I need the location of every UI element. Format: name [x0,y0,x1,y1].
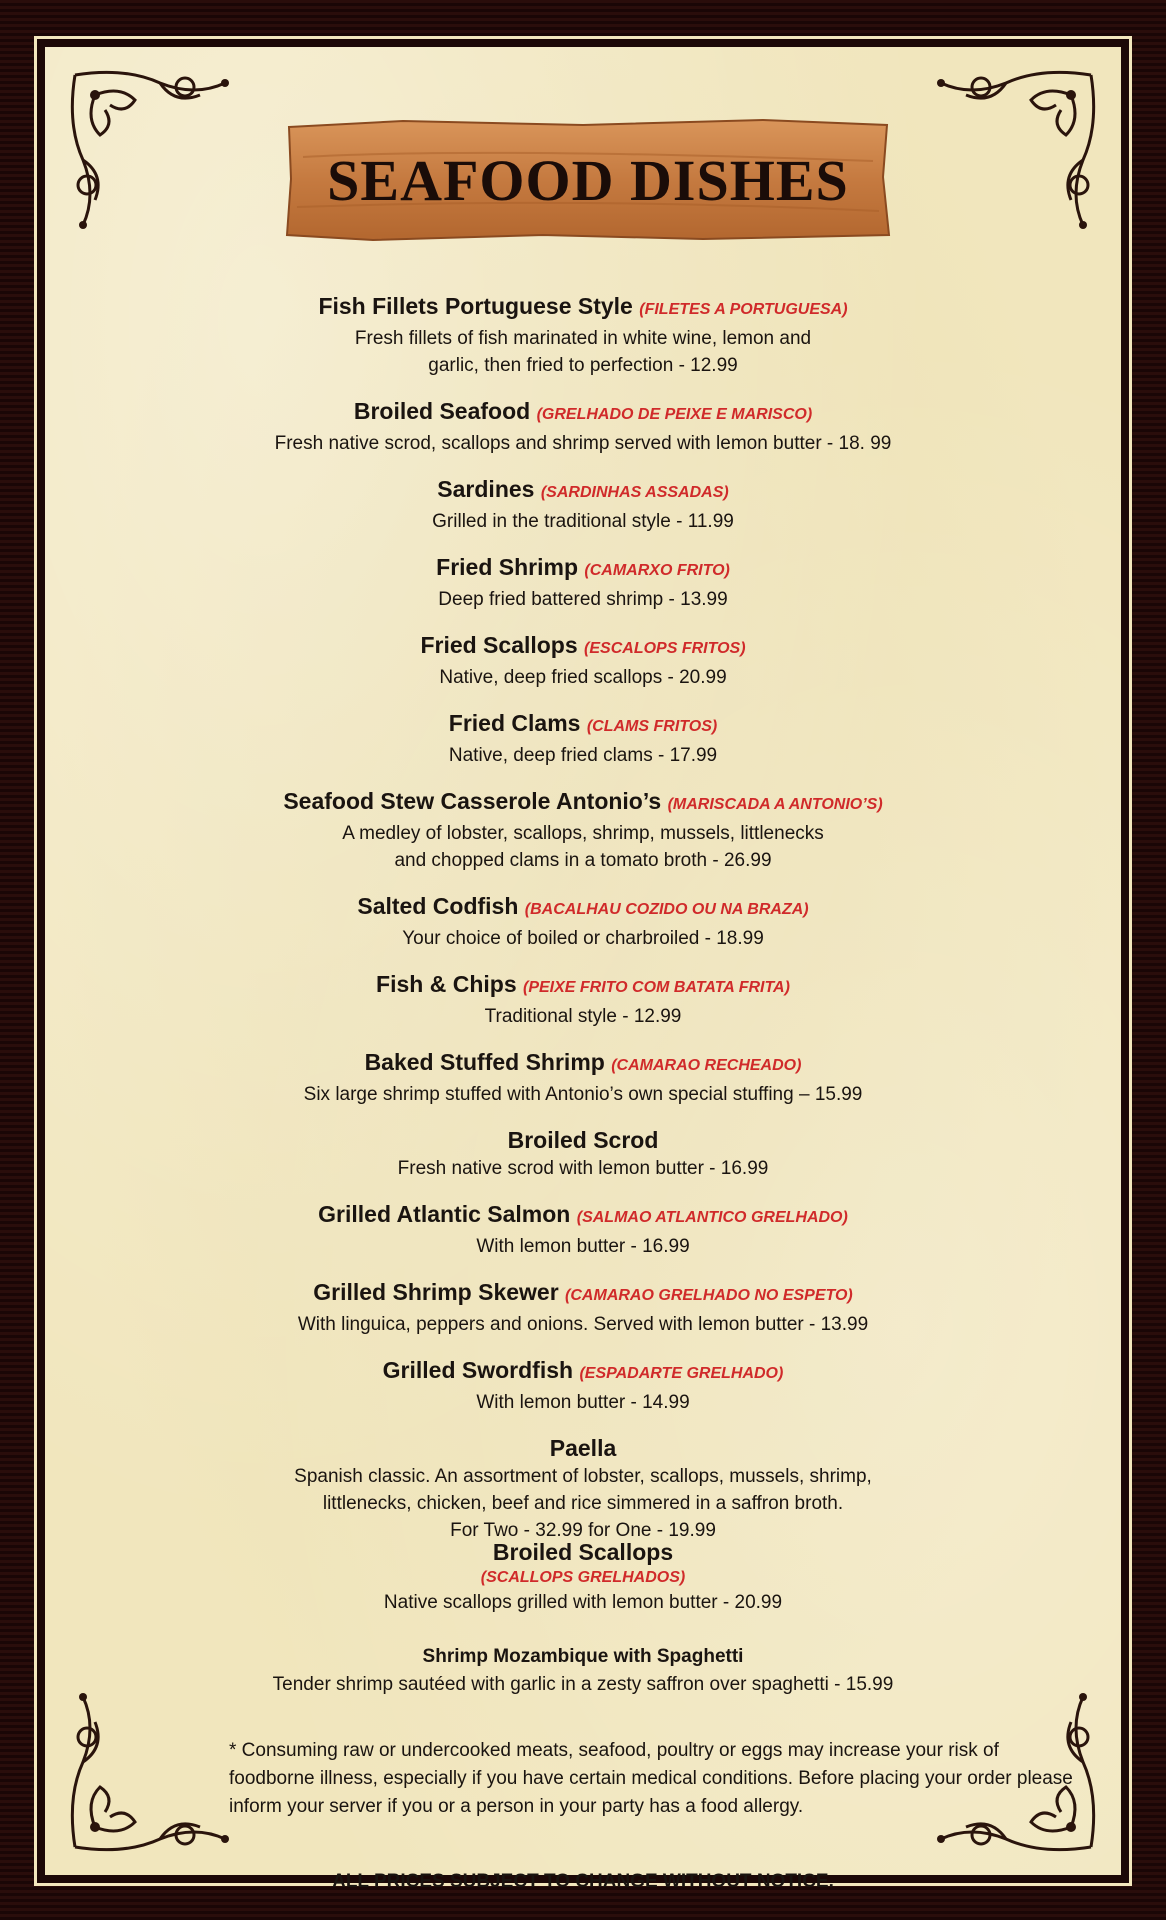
item-portuguese-name: (FILETES A PORTUGUESA) [639,301,848,318]
item-portuguese-name: (CAMARAO GRELHADO NO ESPETO) [565,1287,853,1304]
menu-item [133,1433,1033,1544]
item-portuguese-name: (CAMARAO RECHEADO) [611,1057,802,1074]
item-description: Your choice of boiled or charbroiled - 18.99 [402,928,764,949]
item-name: Fish Fillets Portuguese Style [318,293,633,319]
item-description: Native, deep fried scallops - 20.99 [439,667,727,688]
item-portuguese-name: (GRELHADO DE PEIXE E MARISCO) [536,406,813,423]
item-name: Grilled Swordfish [382,1357,574,1383]
item-description: With linguica, peppers and onions. Served with lemon butter - 13.99 [297,1314,869,1335]
item-name-line [133,291,1033,325]
item-name: Sardines [437,476,535,502]
item-name-line [133,474,1033,508]
menu-item [133,786,1033,874]
item-name: Grilled Shrimp Skewer [313,1279,559,1305]
menu-item [133,396,1033,457]
item-name-line [133,1047,1033,1081]
item-portuguese-name: (ESCALOPS FRITOS) [584,640,746,657]
item-description: and chopped clams in a tomato broth - 26.99 [394,850,772,871]
item-description: Native, deep fried clams - 17.99 [448,745,718,766]
ornament-corner-icon [65,65,235,235]
paper-background [45,47,1121,1892]
item-name-line [133,891,1033,925]
item-name-line [133,1277,1033,1311]
allergy-notice: * Consuming raw or undercooked meats, seafood, poultry or eggs may increase your risk of foodborne illness, especially if you have certain medical conditions. Before placing your order please inform your server if you or a person in your party has a food allergy. [229,1740,1073,1817]
item-description: Grilled in the traditional style - 11.99 [432,511,734,532]
item-description: Native scallops grilled with lemon butter - 20.99 [383,1592,783,1613]
page-title: SEAFOOD DISHES [327,147,849,213]
item-name-line [133,1433,1033,1463]
item-portuguese-name: (BACALHAU COZIDO OU NA BRAZA) [524,901,809,918]
menu-item [133,1047,1033,1108]
item-description: Fresh native scrod with lemon butter - 16.99 [397,1158,769,1179]
item-description: Six large shrimp stuffed with Antonio’s own special stuffing – 15.99 [303,1084,863,1105]
menu-item [133,474,1033,535]
item-portuguese-name: (SARDINHAS ASSADAS) [540,484,729,501]
item-description: With lemon butter - 16.99 [476,1236,690,1257]
price-notice: ALL PRICES SUBJECT TO CHANGE WITHOUT NOTICE. [332,1871,834,1892]
menu-item [133,891,1033,952]
item-name-line [133,630,1033,664]
item-name: Baked Stuffed Shrimp [364,1049,605,1075]
item-name-line [133,1125,1033,1155]
item-description: Deep fried battered shrimp - 13.99 [438,589,728,610]
menu-item [133,708,1033,769]
menu-item [133,1199,1033,1260]
item-description: Traditional style - 12.99 [484,1006,682,1027]
item-portuguese-name: (CLAMS FRITOS) [586,718,718,735]
item-name: Fish & Chips [376,971,517,997]
menu-item [133,630,1033,691]
item-description: Fresh native scrod, scallops and shrimp served with lemon butter - 18. 99 [274,433,892,454]
item-name-line [133,786,1033,820]
item-name-line [133,708,1033,742]
item-name-line [133,1199,1033,1233]
menu-item [45,1537,1121,1616]
item-name-line [133,969,1033,1003]
menu-item [133,552,1033,613]
item-name: Broiled Scrod [507,1127,659,1153]
menu-item [45,1643,1121,1698]
item-portuguese-name: (CAMARXO FRITO) [584,562,730,579]
title-banner [283,117,893,243]
item-portuguese-name: (ESPADARTE GRELHADO) [579,1365,784,1382]
item-name: Broiled Seafood [353,398,531,424]
menu-item [133,291,1033,379]
item-name: Fried Shrimp [436,554,578,580]
menu-item [133,969,1033,1030]
item-name-line [133,396,1033,430]
item-name-line [133,1355,1033,1389]
item-description: For Two - 32.99 for One - 19.99 [450,1520,716,1541]
item-description: littlenecks, chicken, beef and rice simmered in a saffron broth. [322,1493,844,1514]
item-name: Paella [549,1435,617,1461]
menu-frame [34,36,1132,1892]
menu-item [133,1125,1033,1182]
item-description: A medley of lobster, scallops, shrimp, mussels, littlenecks [342,823,824,844]
ornament-corner-icon [931,65,1101,235]
item-description: Fresh fillets of fish marinated in white wine, lemon and [354,328,812,349]
ornament-corner-icon [65,1687,235,1857]
item-name-line [133,552,1033,586]
item-description: Tender shrimp sautéed with garlic in a zesty saffron over spaghetti - 15.99 [272,1674,894,1695]
item-name: Shrimp Mozambique with Spaghetti [422,1646,744,1667]
item-portuguese-name: (SCALLOPS GRELHADOS) [480,1569,686,1586]
item-description: Spanish classic. An assortment of lobster, scallops, mussels, shrimp, [294,1466,872,1487]
item-portuguese-name: (PEIXE FRITO COM BATATA FRITA) [523,979,790,996]
item-description: garlic, then fried to perfection - 12.99 [428,355,738,376]
menu-list [45,291,1121,1561]
item-name: Fried Scallops [420,632,578,658]
item-portuguese-name: (MARISCADA A ANTONIO’S) [667,796,883,813]
item-name: Seafood Stew Casserole Antonio’s [283,788,662,814]
item-name: Broiled Scallops [492,1539,674,1565]
item-name: Fried Clams [448,710,581,736]
item-description: With lemon butter - 14.99 [476,1392,690,1413]
item-portuguese-name: (SALMAO ATLANTICO GRELHADO) [576,1209,848,1226]
menu-item [133,1277,1033,1338]
item-name: Grilled Atlantic Salmon [318,1201,571,1227]
item-name: Salted Codfish [357,893,519,919]
menu-item [133,1355,1033,1416]
